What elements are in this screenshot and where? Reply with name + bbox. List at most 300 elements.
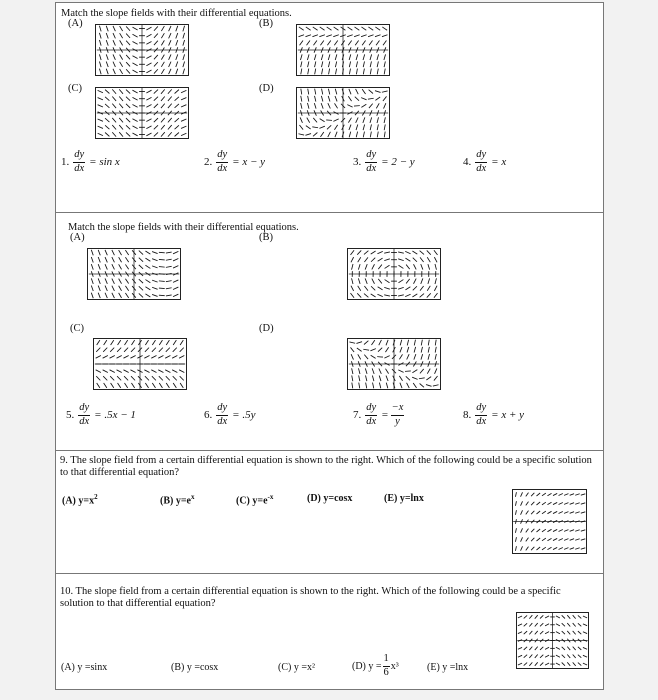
slope-segment: [378, 287, 383, 290]
slope-segment: [377, 294, 382, 296]
slope-segment: [407, 340, 408, 346]
slope-segment: [583, 647, 587, 649]
slope-segment: [575, 548, 579, 550]
slope-segment: [529, 647, 532, 650]
slope-segment: [176, 26, 178, 31]
slope-segment: [112, 286, 115, 291]
slope-segment: [578, 623, 581, 626]
slope-segment: [545, 624, 549, 626]
slope-segment: [361, 98, 366, 100]
slope-segment: [573, 662, 576, 665]
q10-choice-c[interactable]: (C) y =x²: [278, 662, 315, 673]
slope-segment: [553, 547, 557, 549]
slope-segment: [307, 103, 308, 109]
slope-segment: [105, 286, 107, 291]
slope-segment: [414, 279, 417, 284]
question-10: [56, 574, 603, 689]
slope-segment: [173, 294, 178, 296]
q10-choice-b[interactable]: (B) y =cosx: [171, 662, 219, 673]
slope-segment: [349, 132, 351, 138]
slope-segment: [321, 54, 323, 60]
slope-segment: [103, 376, 107, 380]
slope-segment: [146, 90, 151, 93]
slope-segment: [348, 27, 353, 30]
slope-segment: [384, 252, 390, 253]
slope-segment: [321, 103, 323, 108]
slope-segment: [334, 103, 337, 108]
slope-segment: [312, 35, 318, 37]
slope-segment: [547, 529, 551, 531]
slope-segment: [363, 117, 365, 122]
slope-segment: [103, 356, 108, 359]
slope-segment: [99, 40, 101, 46]
q9-choice-d[interactable]: (D) y=cosx: [307, 493, 353, 504]
slope-segment: [152, 280, 157, 282]
slope-segment: [553, 529, 557, 531]
slope-segment: [112, 279, 115, 284]
slope-segment: [146, 70, 151, 73]
slope-segment: [154, 90, 158, 94]
slope-segment: [556, 624, 560, 626]
slope-segment: [542, 538, 546, 541]
slope-segment: [356, 342, 362, 344]
slope-segment: [152, 383, 155, 388]
slope-segment: [105, 293, 107, 298]
slope-segment: [377, 61, 378, 67]
slope-segment: [531, 547, 534, 550]
q9-choice-c[interactable]: (C) $y=e^{-x}$: [236, 493, 274, 507]
slope-segment: [567, 662, 570, 665]
slope-segment: [398, 370, 403, 373]
slope-segment: [176, 54, 178, 59]
slope-segment: [328, 132, 331, 137]
slope-segment: [371, 251, 376, 254]
worksheet-page: [55, 2, 604, 690]
slope-segment: [158, 370, 163, 373]
slope-segment: [370, 124, 371, 130]
slope-segment: [327, 125, 331, 129]
slope-segment: [168, 132, 172, 136]
slope-segment: [368, 27, 373, 30]
q9-choice-a[interactable]: (A) $y=x^2$: [62, 493, 98, 507]
slope-segment: [173, 340, 176, 345]
slope-segment: [535, 654, 538, 657]
slope-segment: [542, 529, 546, 532]
slope-segment: [105, 250, 107, 255]
slope-segment: [161, 33, 164, 38]
slope-segment: [166, 376, 170, 380]
slope-segment: [139, 251, 143, 255]
slope-segment: [132, 63, 137, 66]
slope-segment: [315, 96, 316, 102]
slope-segment: [96, 356, 101, 359]
slope-segment: [529, 662, 532, 665]
slope-segment: [524, 647, 527, 650]
slope-segment: [383, 41, 386, 46]
slope-segment: [103, 370, 108, 373]
equation-3: 3. $\frac{dy}{dx}$ = 2 − y: [353, 149, 415, 174]
slope-segment: [152, 348, 156, 352]
slope-segment: [379, 383, 380, 389]
slope-segment: [91, 293, 93, 299]
slope-segment: [98, 105, 103, 107]
slope-segment: [97, 340, 100, 345]
slope-segment: [521, 537, 523, 541]
slope-segment: [407, 383, 410, 388]
slope-segment: [583, 655, 587, 657]
slope-segment: [98, 98, 103, 100]
slope-segment: [125, 340, 128, 345]
slope-segment: [179, 370, 184, 373]
slope-segment: [173, 383, 176, 388]
section-2-title: Match the slope fields with their differential equations.: [68, 222, 299, 233]
slope-segment: [132, 104, 137, 107]
slope-segment: [313, 41, 316, 46]
section-1: [56, 3, 603, 213]
slope-segment: [515, 546, 516, 551]
slope-segment: [575, 530, 579, 532]
slope-segment: [518, 655, 522, 657]
slope-segment: [152, 294, 157, 296]
slope-segment: [567, 615, 570, 618]
slope-segment: [535, 662, 538, 665]
slope-segment: [119, 125, 123, 129]
slope-segment: [98, 133, 103, 135]
slope-segment: [183, 33, 185, 39]
slope-segment: [175, 118, 179, 122]
slope-segment: [322, 69, 323, 75]
slope-segment: [427, 293, 431, 297]
slope-segment: [320, 27, 325, 30]
slope-segment: [180, 340, 183, 345]
slope-segment: [377, 54, 379, 60]
slope-segment: [369, 90, 373, 94]
slope-segment: [573, 647, 576, 650]
slope-segment: [146, 34, 151, 37]
slope-segment: [151, 356, 156, 359]
slope-segment: [375, 27, 380, 30]
slope-segment: [126, 97, 130, 101]
slope-segment: [407, 347, 409, 353]
slope-segment: [384, 103, 386, 108]
slope-segment: [159, 348, 163, 352]
slope-field-1a: [95, 24, 189, 76]
slope-segment: [179, 356, 184, 359]
slope-segment: [120, 69, 123, 74]
slope-segment: [354, 35, 360, 37]
slope-segment: [364, 294, 368, 298]
slope-segment: [524, 655, 527, 658]
slope-segment: [540, 655, 543, 658]
slope-segment: [159, 288, 165, 289]
slope-segment: [175, 97, 179, 101]
slope-segment: [562, 615, 565, 618]
slope-segment: [98, 293, 100, 298]
slope-segment: [535, 615, 538, 618]
slope-segment: [120, 26, 123, 31]
slope-segment: [553, 538, 557, 540]
slope-segment: [154, 69, 158, 73]
slope-segment: [169, 54, 171, 59]
slope-segment: [175, 132, 179, 136]
slope-segment: [583, 632, 587, 634]
slope-segment: [379, 376, 381, 382]
slope-segment: [361, 104, 366, 107]
slope-segment: [106, 26, 108, 31]
slope-segment: [119, 250, 122, 255]
slope-segment: [421, 264, 423, 269]
slope-segment: [435, 340, 436, 346]
slope-segment: [301, 96, 302, 102]
slope-segment: [531, 502, 534, 505]
slope-segment: [132, 70, 137, 73]
slope-segment: [578, 631, 581, 634]
slope-segment: [125, 293, 128, 298]
slope-segment: [159, 267, 165, 268]
slope-segment: [118, 383, 121, 388]
slope-segment: [126, 62, 130, 66]
slope-segment: [176, 62, 178, 67]
slope-segment: [420, 251, 424, 255]
slope-segment: [526, 538, 529, 542]
slope-segment: [556, 647, 560, 649]
slope-segment: [146, 104, 151, 107]
slope-segment: [112, 118, 116, 122]
slope-segment: [570, 548, 574, 550]
slope-segment: [173, 348, 177, 352]
slope-segment: [559, 539, 563, 541]
slope-segment: [535, 647, 538, 650]
slope-segment: [181, 105, 186, 107]
slope-segment: [168, 118, 172, 122]
slope-segment: [379, 369, 381, 374]
slope-segment: [315, 69, 316, 75]
slope-segment: [375, 91, 381, 93]
slope-segment: [146, 133, 151, 136]
slope-segment: [348, 96, 351, 101]
slope-segment: [313, 27, 318, 30]
slope-segment: [371, 258, 375, 262]
slope-segment: [139, 286, 143, 290]
slope-segment: [426, 385, 432, 387]
slope-segment: [349, 54, 351, 60]
slope-segment: [314, 54, 316, 60]
slope-segment: [356, 69, 357, 75]
q9-choice-e[interactable]: (E) y=lnx: [384, 493, 424, 504]
slope-segment: [327, 27, 332, 30]
slope-segment: [105, 125, 109, 129]
slope-segment: [547, 502, 551, 504]
slope-segment: [335, 89, 337, 95]
slope-segment: [326, 35, 332, 37]
slope-segment: [161, 118, 165, 122]
slope-segment: [556, 632, 560, 634]
slope-segment: [308, 89, 309, 95]
slope-segment: [434, 250, 438, 255]
slope-segment: [518, 624, 522, 626]
slope-segment: [537, 538, 541, 541]
slope-segment: [126, 125, 130, 129]
slope-segment: [120, 33, 123, 38]
slope-segment: [581, 494, 585, 495]
slope-segment: [119, 104, 123, 108]
slope-segment: [358, 368, 359, 374]
slope-segment: [165, 356, 170, 359]
slope-segment: [99, 33, 101, 39]
slope-segment: [351, 286, 354, 291]
slope-segment: [406, 265, 410, 270]
slope-segment: [382, 27, 387, 30]
slope-segment: [139, 265, 143, 269]
slope-field-1d: [296, 87, 390, 139]
slope-segment: [382, 35, 388, 37]
slope-segment: [377, 251, 382, 253]
slope-segment: [336, 69, 337, 75]
slope-segment: [378, 279, 382, 284]
slope-segment: [173, 376, 177, 380]
slope-segment: [99, 26, 101, 32]
slope-segment: [435, 278, 436, 284]
slope-segment: [545, 616, 549, 618]
slope-segment: [159, 274, 165, 275]
slope-segment: [421, 340, 422, 346]
slope-segment: [398, 259, 404, 261]
slope-segment: [398, 287, 404, 289]
slope-segment: [581, 530, 585, 531]
slope-segment: [547, 538, 551, 540]
slope-segment: [370, 69, 371, 75]
slope-segment: [161, 104, 165, 108]
slope-segment: [319, 126, 324, 128]
slope-segment: [335, 61, 336, 67]
slope-segment: [146, 41, 151, 44]
q10-choice-d[interactable]: (D) y = $\frac{1}{6}$ x³: [352, 653, 399, 678]
slope-segment: [363, 124, 365, 130]
slope-segment: [145, 258, 150, 261]
slope-segment: [377, 117, 378, 123]
slope-segment: [112, 250, 115, 255]
slope-segment: [98, 278, 100, 283]
slope-segment: [159, 252, 165, 253]
slope-segment: [306, 27, 311, 30]
slope-segment: [540, 615, 543, 618]
slope-segment: [327, 41, 330, 46]
slope-segment: [328, 96, 330, 102]
slope-segment: [371, 340, 374, 345]
slope-segment: [545, 663, 549, 665]
q9-choice-b[interactable]: (B) $y=e^x$: [160, 493, 195, 507]
slope-segment: [110, 370, 115, 373]
slope-segment: [119, 132, 123, 136]
slope-segment: [537, 502, 541, 505]
slope-segment: [165, 370, 170, 373]
slope-segment: [145, 294, 150, 297]
slope-segment: [537, 493, 541, 496]
slope-segment: [531, 529, 534, 532]
slope-segment: [378, 348, 382, 352]
slope-segment: [98, 250, 100, 255]
slope-segment: [562, 647, 565, 650]
slope-segment: [175, 125, 179, 129]
slope-segment: [132, 90, 137, 93]
slope-segment: [145, 280, 150, 283]
slope-segment: [385, 280, 390, 283]
slope-field-q9: [512, 489, 587, 554]
slope-segment: [378, 265, 382, 270]
slope-segment: [406, 279, 410, 284]
slope-segment: [154, 104, 158, 108]
slope-segment: [176, 33, 178, 38]
slope-segment: [357, 348, 362, 351]
slope-segment: [183, 40, 185, 46]
slope-segment: [172, 370, 177, 373]
equation-2: 2. $\frac{dy}{dx}$ = x − y: [204, 149, 266, 174]
slope-segment: [111, 383, 114, 388]
slope-segment: [434, 286, 437, 291]
slope-segment: [361, 27, 366, 30]
slope-segment: [578, 655, 581, 658]
slope-segment: [126, 69, 130, 73]
slope-segment: [301, 69, 302, 75]
slope-segment: [99, 69, 101, 75]
slope-segment: [547, 493, 551, 495]
slope-segment: [161, 132, 165, 136]
slope-segment: [545, 647, 549, 649]
slope-segment: [113, 40, 115, 45]
slope-segment: [106, 69, 108, 74]
slope-segment: [529, 631, 532, 634]
slope-segment: [364, 257, 368, 262]
slope-segment: [358, 278, 360, 284]
slope-segment: [559, 548, 563, 550]
slope-segment: [98, 126, 103, 128]
slope-segment: [99, 61, 101, 67]
slope-segment: [363, 69, 364, 75]
slope-segment: [112, 89, 116, 93]
slope-segment: [352, 383, 353, 389]
slope-segment: [362, 41, 365, 46]
q10-choice-a[interactable]: (A) y =sinx: [61, 662, 108, 673]
slope-segment: [320, 132, 323, 137]
slope-segment: [562, 623, 565, 626]
slope-segment: [384, 124, 385, 130]
slope-segment: [110, 356, 115, 359]
slope-segment: [356, 118, 358, 123]
slope-segment: [104, 383, 107, 388]
slope-segment: [553, 493, 557, 495]
slope-segment: [521, 528, 523, 532]
q10-choice-e[interactable]: (E) y =lnx: [427, 662, 469, 673]
slope-segment: [540, 663, 543, 666]
slope-segment: [300, 54, 302, 60]
slope-segment: [399, 265, 404, 268]
slope-segment: [575, 512, 579, 514]
slope-segment: [518, 647, 522, 649]
slope-segment: [132, 41, 137, 44]
slope-segment: [119, 96, 123, 100]
slope-segment: [145, 383, 148, 388]
slope-segment: [146, 126, 151, 129]
slope-segment: [173, 266, 178, 268]
slope-segment: [154, 26, 158, 30]
slope-segment: [364, 355, 368, 359]
slope-segment: [379, 340, 382, 345]
label-b: (B): [259, 18, 273, 29]
slope-segment: [335, 96, 337, 101]
slope-segment: [161, 40, 164, 45]
slope-segment: [368, 35, 374, 37]
slope-segment: [347, 105, 352, 108]
